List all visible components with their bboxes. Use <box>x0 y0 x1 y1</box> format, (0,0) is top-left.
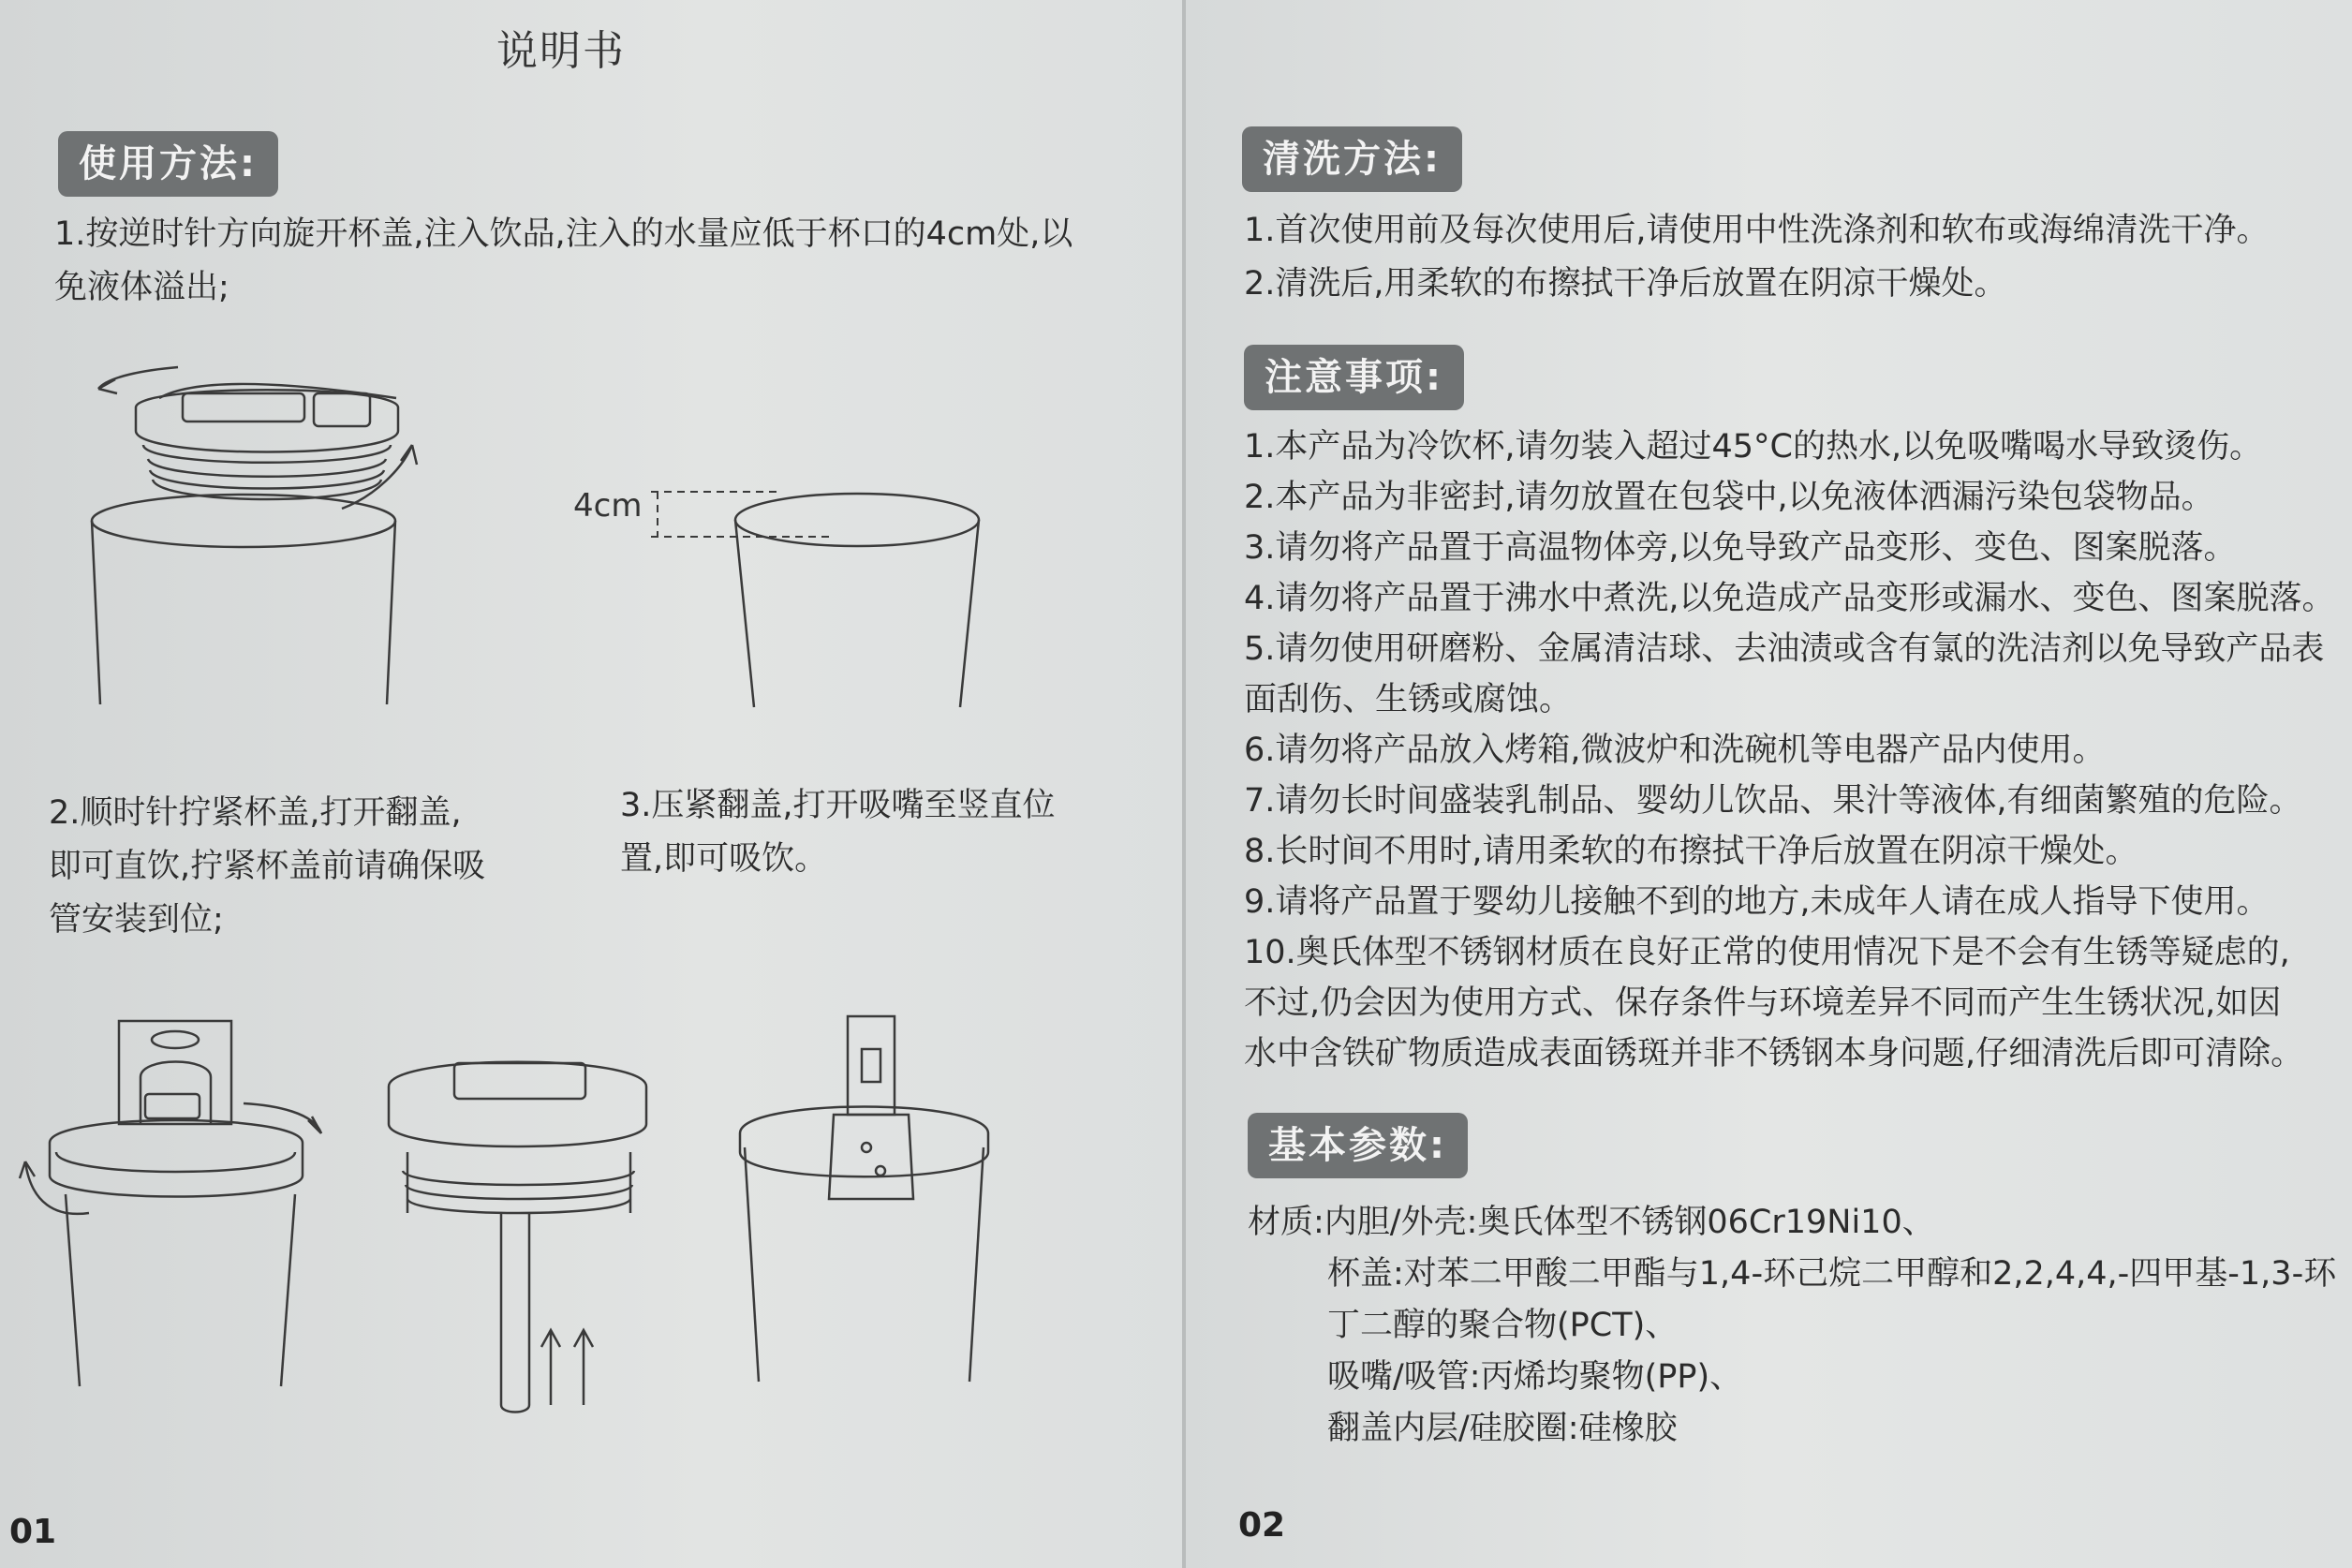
params-text <box>1248 1197 2336 1455</box>
cleaning-text <box>1244 204 2270 311</box>
step2-line: 2.顺时针拧紧杯盖,打开翻盖, <box>49 794 462 832</box>
step2-line: 即可直饮,拧紧杯盖前请确保吸 <box>49 848 486 885</box>
param-line: 翻盖内层/硅胶圈:硅橡胶 <box>1327 1410 1678 1447</box>
note-line: 面刮伤、生锈或腐蚀。 <box>1244 681 1573 718</box>
notes-text <box>1244 422 2335 1079</box>
page-number: 02 <box>1238 1506 1286 1545</box>
right-page <box>1186 0 2352 1568</box>
note-line: 水中含铁矿物质造成表面锈斑并非不锈钢本身问题,仔细清洗后即可清除。 <box>1244 1035 2304 1072</box>
mouthpiece-upright-figure <box>731 1012 1012 1386</box>
note-line: 5.请勿使用研磨粉、金属清洁球、去油渍或含有氯的洗洁剂以免导致产品表 <box>1244 630 2325 668</box>
param-line: 丁二醇的聚合物(PCT)、 <box>1327 1307 1679 1344</box>
step1-line: 1.按逆时针方向旋开杯盖,注入饮品,注入的水量应低于杯口的4cm处,以 <box>54 215 1073 253</box>
note-line: 不过,仍会因为使用方式、保存条件与环境差异不同而产生生锈状况,如因 <box>1244 984 2282 1022</box>
note-line: 4.请勿将产品置于沸水中煮洗,以免造成产品变形或漏水、变色、图案脱落。 <box>1244 580 2335 617</box>
notes-heading: 注意事项: <box>1244 345 1464 410</box>
straw-install-figure <box>379 1049 660 1414</box>
note-line: 2.本产品为非密封,请勿放置在包袋中,以免液体洒漏污染包袋物品。 <box>1244 479 2214 516</box>
fill-level-figure <box>646 478 1002 712</box>
step3-text <box>620 779 1056 886</box>
param-line: 杯盖:对苯二甲酸二甲酯与1,4-环己烷二甲醇和2,2,4,4,-四甲基-1,3-环 <box>1327 1255 2337 1293</box>
note-line: 10.奥氏体型不锈钢材质在良好正常的使用情况下是不会有生锈等疑虑的, <box>1244 934 2290 971</box>
lid-removal-figure <box>89 356 407 712</box>
step2-text <box>49 787 485 947</box>
step3-line: 置,即可吸饮。 <box>620 840 828 878</box>
measure-label: 4cm <box>573 487 643 525</box>
cleaning-heading: 清洗方法: <box>1242 126 1462 192</box>
param-line: 材质:内胆/外壳:奥氏体型不锈钢06Cr19Ni10、 <box>1248 1204 1935 1241</box>
flip-lid-figure <box>14 1002 333 1396</box>
step3-line: 3.压紧翻盖,打开吸嘴至竖直位 <box>620 787 1056 824</box>
note-line: 6.请勿将产品放入烤箱,微波炉和洗碗机等电器产品内使用。 <box>1244 732 2106 769</box>
note-line: 9.请将产品置于婴幼儿接触不到的地方,未成年人请在成人指导下使用。 <box>1244 883 2270 921</box>
note-line: 1.本产品为冷饮杯,请勿装入超过45°C的热水,以免吸嘴喝水导致烫伤。 <box>1244 428 2263 466</box>
param-line: 吸嘴/吸管:丙烯均聚物(PP)、 <box>1327 1358 1743 1396</box>
step1-text <box>54 208 1072 315</box>
cleaning-line: 1.首次使用前及每次使用后,请使用中性洗涤剂和软布或海绵清洗干净。 <box>1244 212 2270 249</box>
step2-line: 管安装到位; <box>49 901 224 939</box>
note-line: 7.请勿长时间盛装乳制品、婴幼儿饮品、果汁等液体,有细菌繁殖的危险。 <box>1244 782 2302 820</box>
note-line: 8.长时间不用时,请用柔软的布擦拭干净后放置在阴凉干燥处。 <box>1244 833 2138 870</box>
step1-line: 免液体溢出; <box>54 269 229 306</box>
usage-heading: 使用方法: <box>58 131 278 197</box>
note-line: 3.请勿将产品置于高温物体旁,以免导致产品变形、变色、图案脱落。 <box>1244 529 2237 567</box>
page-title: 说明书 <box>496 27 626 75</box>
page-number: 01 <box>9 1513 57 1551</box>
cleaning-line: 2.清洗后,用柔软的布擦拭干净后放置在阴凉干燥处。 <box>1244 265 2007 303</box>
params-heading: 基本参数: <box>1248 1113 1468 1178</box>
